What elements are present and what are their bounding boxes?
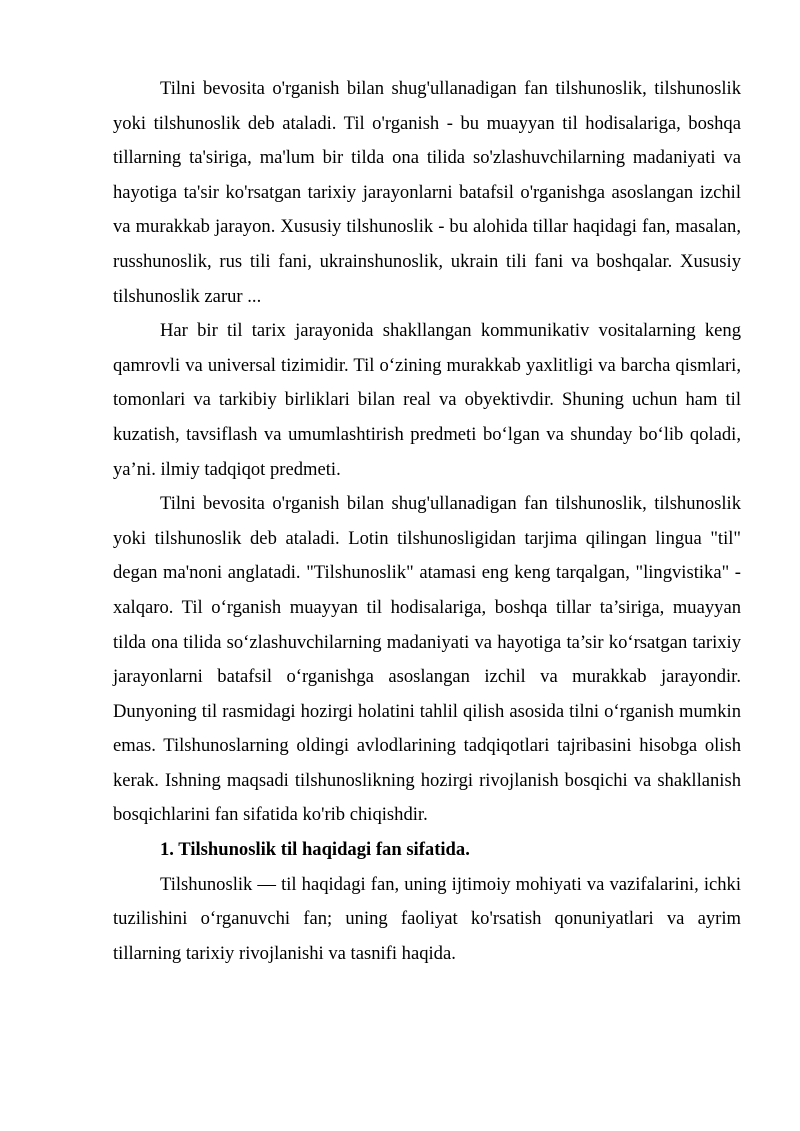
paragraph-3: Tilni bevosita o'rganish bilan shug'ullanadigan fan tilshunoslik, tilshunoslik yoki tilshunoslik deb ataladi. Lotin tilshunosligidan tarjima qilingan lingua "til" degan ma'noni anglatadi. "Tilshunoslik" atamasi eng keng tarqalgan, "lingvistika" - xalqaro. Til o‘rganish muayyan til hodisalariga, boshqa tillar ta’siriga, muayyan tilda ona tilida so‘zlashuvchilarning madaniyati va hayotiga ta’sir ko‘rsatgan tarixiy jarayonlarni batafsil o‘rganishga asoslangan izchil va murakkab jarayondir. Dunyoning til rasmidagi hozirgi holatini tahlil qilish asosida tilni o‘rganish mumkin emas. Tilshunoslarning oldingi avlodlarining tadqiqotlari tajribasini hisobga olish kerak. Ishning maqsadi tilshunoslikning hozirgi rivojlanish bosqichi va shakllanish bosqichlarini fan sifatida ko'rib chiqishdir. bbox=[113, 493, 741, 826]
section-heading: 1. Tilshunoslik til haqidagi fan sifatida. bbox=[160, 839, 470, 861]
document-page bbox=[113, 72, 741, 971]
paragraph-4: Tilshunoslik — til haqidagi fan, uning ijtimoiy mohiyati va vazifalarini, ichki tuzilishini o‘rganuvchi fan; uning faoliyat ko'rsatish qonuniyatlari va ayrim tillarning tarixiy rivojlanishi va tasnifi haqida. bbox=[113, 873, 741, 964]
paragraph-1: Tilni bevosita o'rganish bilan shug'ullanadigan fan tilshunoslik, tilshunoslik yoki tilshunoslik deb ataladi. Til o'rganish - bu muayyan til hodisalariga, boshqa tillarning ta'siriga, ma'lum bir tilda ona tilida so'zlashuvchilarning madaniyati va hayotiga ta'sir ko'rsatgan tarixiy jarayonlarni batafsil o'rganishga asoslangan izchil va murakkab jarayon. Xususiy tilshunoslik - bu alohida tillar haqidagi fan, masalan, russhunoslik, rus tili fani, ukrainshunoslik, ukrain tili fani va boshqalar. Xususiy tilshunoslik zarur ... bbox=[113, 78, 741, 307]
paragraph-2: Har bir til tarix jarayonida shakllangan kommunikativ vositalarning keng qamrovli va universal tizimidir. Til o‘zining murakkab yaxlitligi va barcha qismlari, tomonlari va tarkibiy birliklari bilan real va obyektivdir. Shuning uchun ham til kuzatish, tavsiflash va umumlashtirish predmeti bo‘lgan va shunday bo‘lib qoladi, ya’ni. ilmiy tadqiqot predmeti. bbox=[113, 320, 741, 480]
